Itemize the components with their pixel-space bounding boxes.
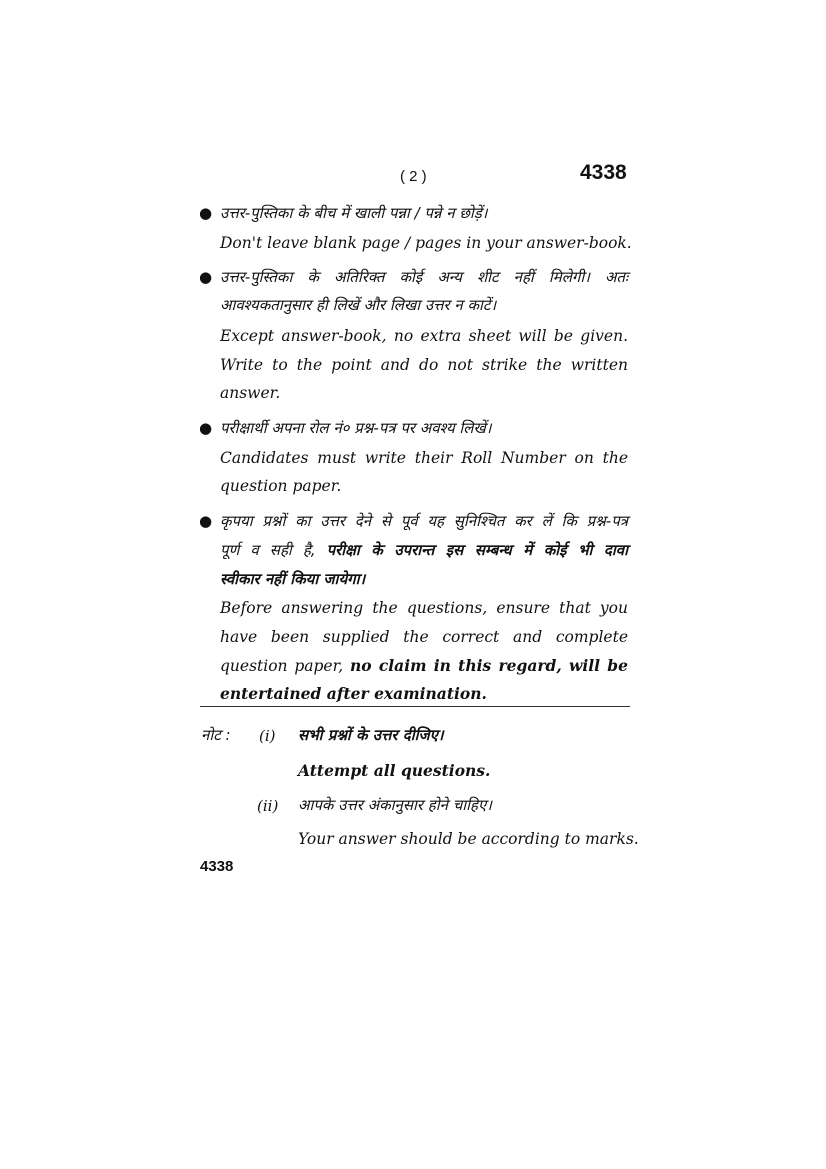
instruction-1-hindi: उत्तर-पुस्तिका के बीच में खाली पन्ना / पन्ने न छोड़ें।	[220, 204, 488, 222]
note-item-2-english: Your answer should be according to marks.	[298, 830, 639, 848]
instruction-4-hindi-line-3: स्वीकार नहीं किया जायेगा।	[220, 570, 366, 588]
instruction-4-english-line-4: entertained after examination.	[220, 684, 487, 703]
instruction-4-english-line-2: have been supplied the correct and complete	[220, 628, 628, 646]
instruction-2-english-line-1: Except answer-book, no extra sheet will be given.	[220, 327, 628, 345]
bullet-icon: ●	[199, 419, 213, 437]
section-divider	[200, 706, 630, 707]
instruction-2-english-line-3: answer.	[220, 384, 281, 402]
note-item-1-english: Attempt all questions.	[298, 761, 491, 780]
instruction-3-english-line-1: Candidates must write their Roll Number on the	[220, 449, 628, 467]
page-number: ( 2 )	[400, 168, 427, 185]
bullet-icon: ●	[199, 268, 213, 286]
note-label: नोट :	[201, 726, 231, 744]
note-item-1-number: (i)	[259, 727, 276, 745]
instruction-4-english-line-1: Before answering the questions, ensure that you	[220, 599, 628, 617]
instruction-2-hindi-line-2: आवश्यकतानुसार ही लिखें और लिखा उत्तर न काटें।	[220, 296, 497, 314]
instruction-3-english-line-2: question paper.	[220, 477, 342, 495]
bullet-icon: ●	[199, 512, 213, 530]
note-item-2-number: (ii)	[257, 797, 279, 815]
instruction-4-english-bold: no claim in this regard, will be	[350, 656, 628, 675]
instruction-4-english-normal: question paper,	[220, 657, 350, 675]
footer-paper-code: 4338	[200, 858, 234, 875]
instruction-2-hindi-line-1: उत्तर-पुस्तिका के अतिरिक्त कोई अन्य शीट नहीं मिलेगी। अतः	[220, 268, 628, 286]
instruction-1-english: Don't leave blank page / pages in your answer-book.	[220, 234, 632, 252]
paper-code: 4338	[580, 161, 627, 184]
instruction-3-hindi: परीक्षार्थी अपना रोल नं० प्रश्न-पत्र पर अवश्य लिखें।	[220, 419, 492, 437]
instruction-4-hindi-line-2	[220, 540, 628, 560]
instruction-4-hindi-normal: पूर्ण व सही है,	[220, 541, 327, 559]
instruction-2-english-line-2: Write to the point and do not strike the written	[220, 356, 628, 374]
bullet-icon: ●	[199, 204, 213, 222]
instruction-4-hindi-bold: परीक्षा के उपरान्त इस सम्बन्ध में कोई भी दावा	[326, 541, 628, 559]
note-item-1-hindi: सभी प्रश्नों के उत्तर दीजिए।	[298, 726, 444, 744]
instruction-4-hindi-line-1: कृपया प्रश्नों का उत्तर देने से पूर्व यह सुनिश्चित कर लें कि प्रश्न-पत्र	[220, 512, 628, 530]
instruction-4-english-line-3	[220, 656, 628, 675]
note-item-2-hindi: आपके उत्तर अंकानुसार होने चाहिए।	[298, 796, 492, 814]
